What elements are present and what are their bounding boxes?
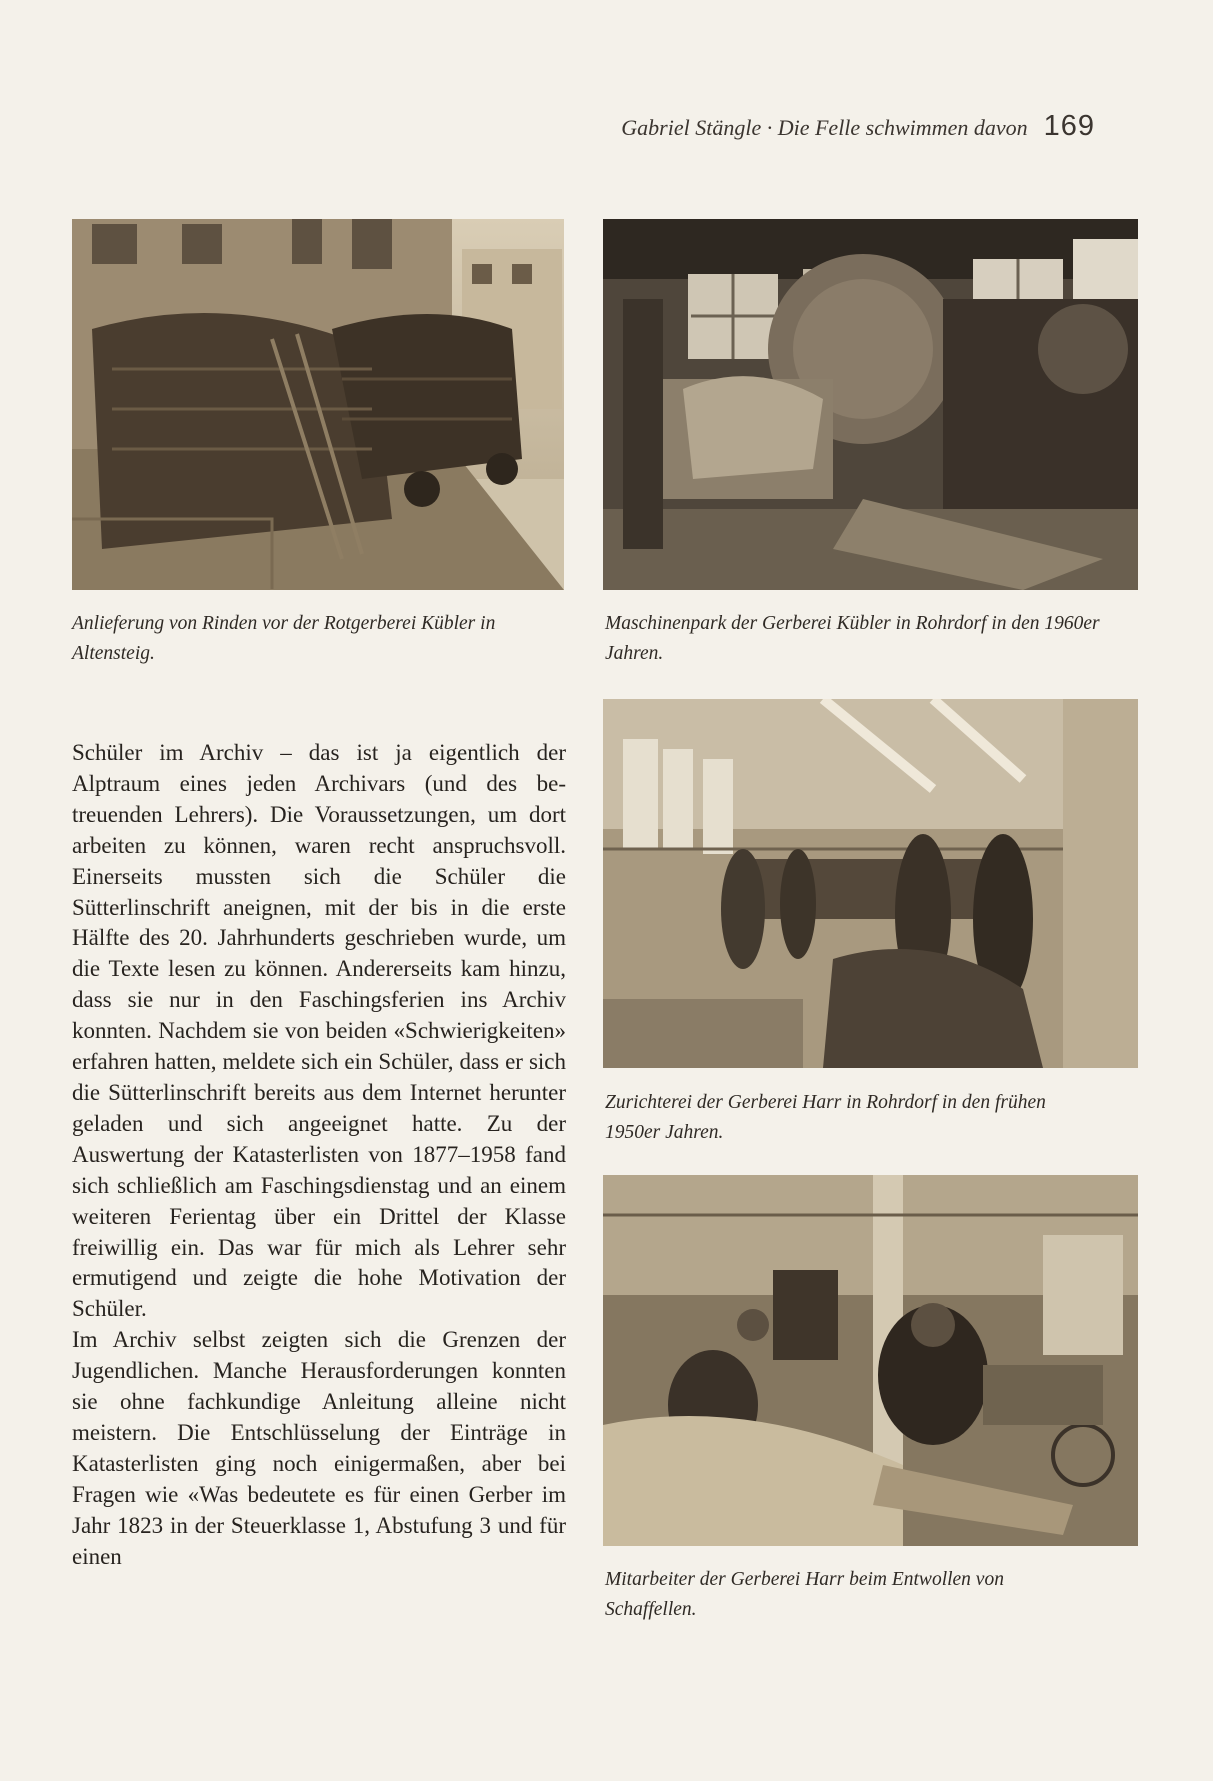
figure-caption: Maschinenpark der Gerberei Kübler in Rohrdorf in den 1960er Jahren. [605, 613, 1100, 664]
photo-wool-removal [603, 1175, 1138, 1546]
page-number: 169 [1043, 110, 1095, 142]
figure-caption: Anlieferung von Rinden vor der Rotgerberei Kübler in Altensteig. [72, 613, 496, 664]
body-text [72, 738, 566, 1572]
body-paragraph: Schüler im Archiv – das ist ja eigentlich der Alptraum eines jeden Archivars (und des betreuenden Lehrers). Die Voraussetzungen, um dort arbeiten zu können, waren recht anspruchsvoll. Einerseits mussten sich die Schüler die Sütterlinschrift aneignen, mit der bis in die erste Hälfte des 20. Jahrhunderts geschrieben wurde, um die Texte lesen zu können. Andererseits kam hinzu, dass sie nur in den Faschingsferien ins Archiv konnten. Nachdem sie von beiden «Schwierigkeiten» erfahren hatten, meldete sich ein Schüler, dass er sich die Sütterlinschrift bereits aus dem Internet herunter geladen und sich angeeignet hatte. Zu der Auswertung der Katasterlisten von 1877–1958 fand sich schließlich am Faschingsdienstag und an einem weiteren Ferientag über ein Drittel der Klasse freiwillig ein. Das war für mich als Lehrer sehr ermutigend und zeigte die hohe Motivation der Schüler. [72, 740, 566, 1322]
running-head [621, 110, 1095, 150]
photo-bark-delivery [72, 219, 564, 590]
figure-caption: Zurichterei der Gerberei Harr in Rohrdorf in den frühen 1950er Jahren. [605, 1092, 1046, 1143]
running-title: Gabriel Stängle · Die Felle schwimmen davon [621, 115, 1028, 140]
photo-finishing-room [603, 699, 1138, 1068]
body-paragraph: Im Archiv selbst zeigten sich die Grenzen der Jugendlichen. Manche Herausforderungen konnten sie ohne fachkundige Anleitung alleine nicht meistern. Die Entschlüsselung der Einträge in Katasterlisten ging noch einigermaßen, aber bei Fragen wie «Was bedeutete es für einen Gerber im Jahr 1823 in der Steuerklasse 1, Abstufung 3 und für einen [72, 1327, 566, 1569]
figure-caption: Mitarbeiter der Gerberei Harr beim Entwollen von Schaffellen. [605, 1569, 1004, 1620]
photo-machine-park [603, 219, 1138, 590]
